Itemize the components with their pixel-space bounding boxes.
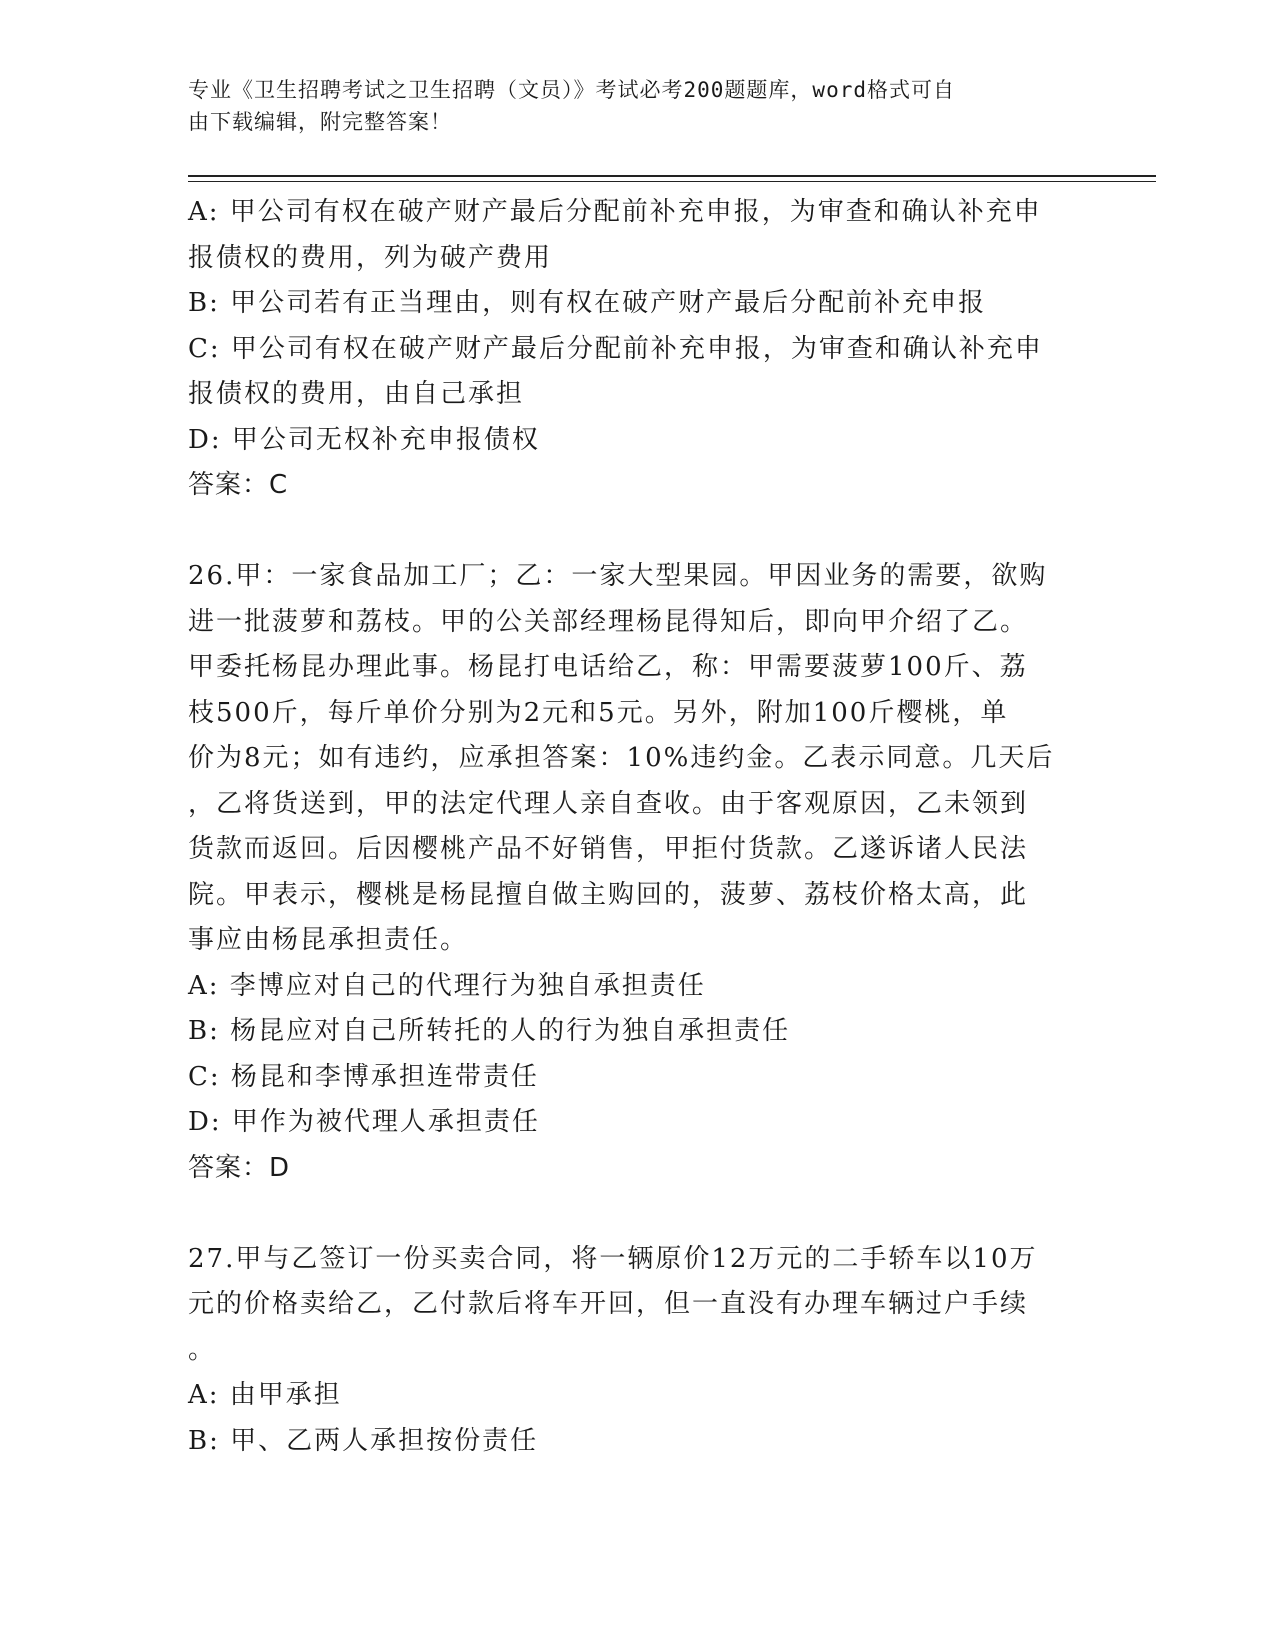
question-27-stem: [188, 1237, 1088, 1374]
option-line: D: 甲作为被代理人承担责任: [188, 1107, 540, 1137]
stem-line: 甲委托杨昆办理此事。杨昆打电话给乙，称：甲需要菠萝100斤、荔: [188, 652, 1028, 682]
question-26-stem: [188, 554, 1088, 964]
option-line: A: 甲公司有权在破产财产最后分配前补充申报，为审查和确认补充申: [188, 197, 1042, 227]
stem-line: 价为8元；如有违约，应承担答案：10%违约金。乙表示同意。几天后: [188, 743, 1055, 773]
stem-line: ，乙将货送到，甲的法定代理人亲自查收。由于客观原因，乙未领到: [188, 788, 1029, 819]
stem-line: 26.甲：一家食品加工厂；乙：一家大型果园。甲因业务的需要，欲购: [188, 561, 1048, 591]
header-line-1: 专业《卫生招聘考试之卫生招聘（文员）》考试必考200题题库，word格式可自: [188, 78, 955, 102]
stem-line: 事应由杨昆承担责任。: [188, 925, 469, 955]
option-line: B: 杨昆应对自己所转托的人的行为独自承担责任: [188, 1016, 791, 1046]
question-26-options: [188, 964, 1088, 1146]
question-27-options: [188, 1373, 1088, 1464]
option-line: B: 甲、乙两人承担按份责任: [188, 1425, 539, 1456]
question-25-answer: 答案：C: [188, 470, 289, 500]
header-line-2: 由下载编辑，附完整答案！: [188, 110, 452, 134]
option-line: D: 甲公司无权补充申报债权: [188, 424, 540, 455]
stem-line: 货款而返回。后因樱桃产品不好销售，甲拒付货款。乙遂诉诸人民法: [188, 834, 1029, 864]
stem-line: 枝500斤，每斤单价分别为2元和5元。另外，附加100斤樱桃，单: [188, 697, 1009, 728]
option-line: A: 李博应对自己的代理行为独自承担责任: [188, 970, 706, 1001]
question-spacer: [188, 509, 1088, 555]
stem-line: 。: [188, 1334, 217, 1365]
option-line: A: 由甲承担: [188, 1380, 342, 1410]
option-line: C: 杨昆和李博承担连带责任: [188, 1061, 539, 1092]
question-25-options: [188, 190, 1088, 463]
option-line: 报债权的费用，列为破产费用: [188, 242, 553, 273]
stem-line: 院。甲表示，樱桃是杨昆擅自做主购回的，菠萝、荔枝价格太高，此: [188, 879, 1029, 910]
header-divider-thin: [188, 181, 1156, 182]
question-26-answer: 答案：D: [188, 1152, 291, 1183]
stem-line: 27.甲与乙签订一份买卖合同，将一辆原价12万元的二手轿车以10万: [188, 1243, 1038, 1274]
option-line: 报债权的费用，由自己承担: [188, 379, 525, 409]
header-divider-thick: [188, 175, 1156, 177]
stem-line: 元的价格卖给乙，乙付款后将车开回，但一直没有办理车辆过户手续: [188, 1289, 1029, 1319]
document-body: [188, 190, 1088, 1464]
stem-line: 进一批菠萝和荔枝。甲的公关部经理杨昆得知后，即向甲介绍了乙。: [188, 606, 1029, 637]
document-header: [188, 74, 1088, 138]
option-line: C: 甲公司有权在破产财产最后分配前补充申报，为审查和确认补充申: [188, 333, 1043, 364]
option-line: B: 甲公司若有正当理由，则有权在破产财产最后分配前补充申报: [188, 288, 987, 318]
question-spacer: [188, 1191, 1088, 1237]
